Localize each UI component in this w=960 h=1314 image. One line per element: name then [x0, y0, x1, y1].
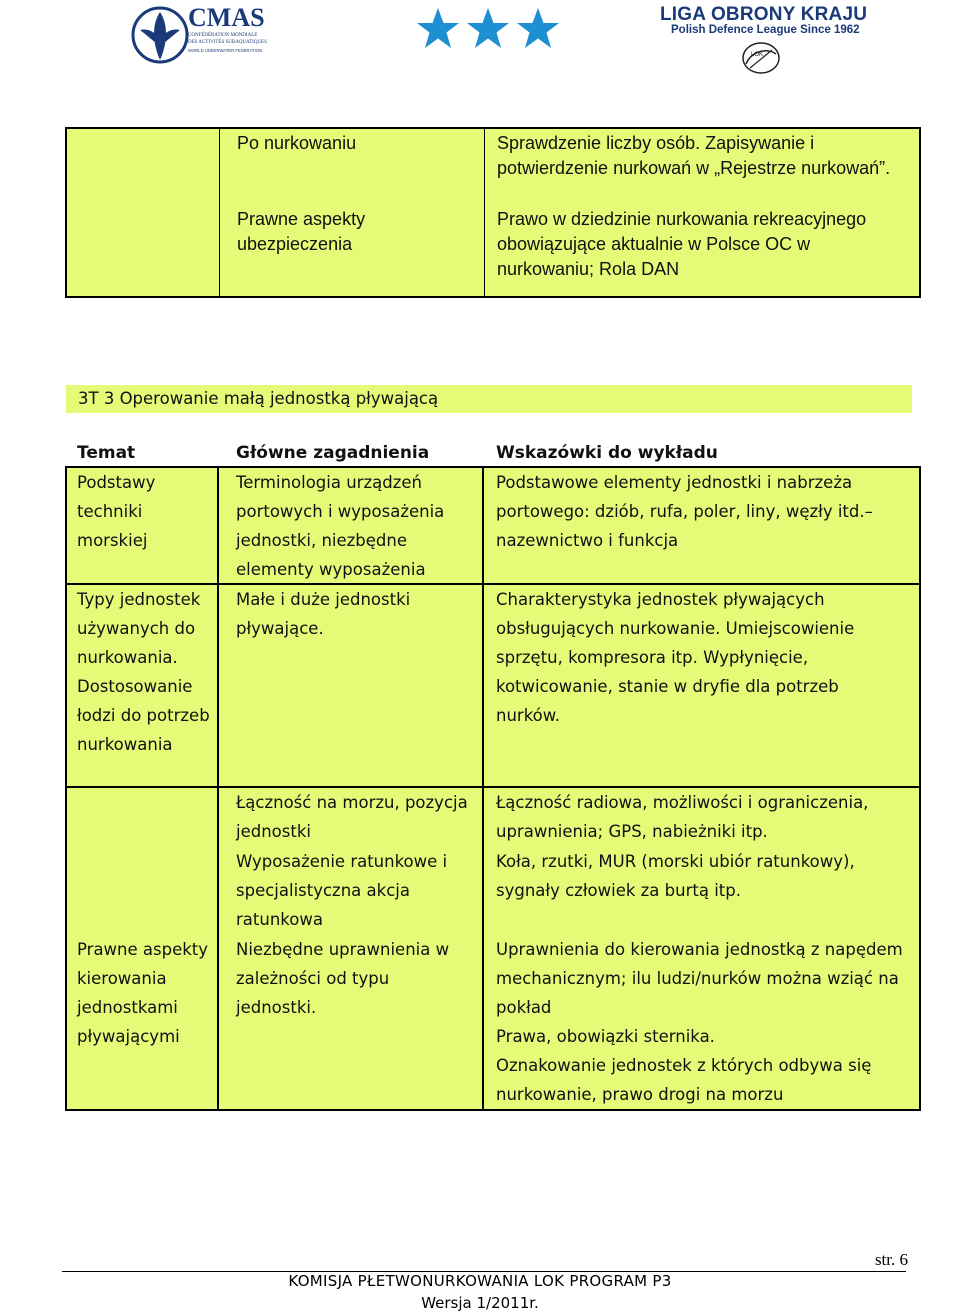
section-title: 3T 3 Operowanie małą jednostką pływającą — [66, 385, 912, 413]
cmas-emblem-icon — [133, 8, 187, 62]
star-icon — [517, 8, 559, 48]
table2-border-right — [919, 466, 921, 1111]
table2-issue: Łączność na morzu, pozycja jednostki — [236, 793, 468, 841]
svg-text:CONFÉDÉRATION MONDIALE: CONFÉDÉRATION MONDIALE — [188, 33, 258, 38]
lok-title: LIGA OBRONY KRAJU — [660, 4, 868, 25]
table2-border-bottom — [65, 1109, 921, 1111]
table2-col-divider — [482, 466, 484, 1111]
table1-divider — [484, 129, 485, 296]
table2-row-divider — [65, 786, 921, 788]
table2-hints: Podstawowe elementy jednostki i nabrzeża portowego: dziób, rufa, poler, liny, węzły itd.– nazewnictwo i funkcja — [496, 473, 873, 550]
star-icon — [467, 8, 509, 48]
table2-issue: Niezbędne uprawnienia w zależności od typu jednostki. — [236, 940, 450, 1017]
svg-text:DES ACTIVITÉS SUBAQUATIQUES: DES ACTIVITÉS SUBAQUATIQUES — [188, 40, 267, 45]
table2-border-left — [65, 466, 67, 1111]
table1-issue: Prawne aspekty ubezpieczenia — [237, 209, 366, 254]
table2-hints: Uprawnienia do kierowania jednostką z napędem mechanicznym; ilu ludzi/nurków można wziąć na pokład Prawa, obowiązki sternika. Oznakowanie jednostek z których odbywa się nurkowanie, prawo drogi na morzu — [496, 940, 903, 1104]
table2-issue: Małe i duże jednostki pływające. — [236, 590, 411, 638]
footer-title: KOMISJA PŁETWONURKOWANIA LOK PROGRAM P3 — [288, 1272, 672, 1290]
page-number: str. 6 — [874, 1250, 908, 1269]
table1-divider — [219, 129, 220, 296]
table1 — [65, 127, 921, 298]
table2-topic: Prawne aspekty kierowania jednostkami pływającymi — [77, 940, 209, 1046]
cmas-logo-text: CMAS — [188, 3, 265, 32]
table2-header-temat: Temat — [77, 443, 136, 463]
three-stars-icon — [414, 6, 564, 54]
table2-hints: Łączność radiowa, możliwości i ograniczenia, uprawnienia; GPS, nabieżniki itp. — [496, 793, 869, 841]
lok-emblem-icon — [740, 40, 782, 76]
table2-issue: Wyposażenie ratunkowe i specjalistyczna akcja ratunkowa — [236, 852, 448, 929]
table2-hints: Charakterystyka jednostek pływających obsługujących nurkowanie. Umiejscowienie sprzętu, kompresora itp. Wypłynięcie, kotwicowanie, stanie w dryfie dla potrzeb nurków. — [496, 590, 855, 725]
star-icon — [417, 8, 459, 48]
table2-header-wskazowki: Wskazówki do wykładu — [496, 443, 718, 463]
cmas-logo — [130, 2, 290, 72]
table2-col-divider — [217, 466, 219, 1111]
table2 — [65, 440, 921, 1111]
table1-hints: Sprawdzenie liczby osób. Zapisywanie i potwierdzenie nurkowań w „Rejestrze nurkowań”. — [497, 133, 891, 178]
table2-topic: Typy jednostek używanych do nurkowania. Dostosowanie łodzi do potrzeb nurkowania — [77, 590, 210, 754]
table1-issue: Po nurkowaniu — [237, 133, 357, 153]
table2-issue: Terminologia urządzeń portowych i wyposażenia jednostki, niezbędne elementy wyposażenia — [236, 473, 445, 579]
svg-text:LOK: LOK — [751, 52, 764, 58]
svg-text:WORLD UNDERWATER FEDERATION: WORLD UNDERWATER FEDERATION — [188, 48, 263, 53]
footer-version: Wersja 1/2011r. — [421, 1294, 539, 1312]
table1-hints: Prawo w dziedzinie nurkowania rekreacyjnego obowiązujące aktualnie w Polsce OC w nurkowaniu; Rola DAN — [497, 209, 867, 279]
lok-subtitle: Polish Defence League Since 1962 — [671, 24, 860, 36]
table2-hints: Koła, rzutki, MUR (morski ubiór ratunkowy), sygnały człowiek za burtą itp. — [496, 852, 855, 900]
table2-border-top — [65, 466, 921, 468]
table2-row-divider — [65, 583, 921, 585]
table2-header-zagadnienia: Główne zagadnienia — [236, 443, 430, 463]
table2-topic: Podstawy techniki morskiej — [77, 473, 156, 550]
